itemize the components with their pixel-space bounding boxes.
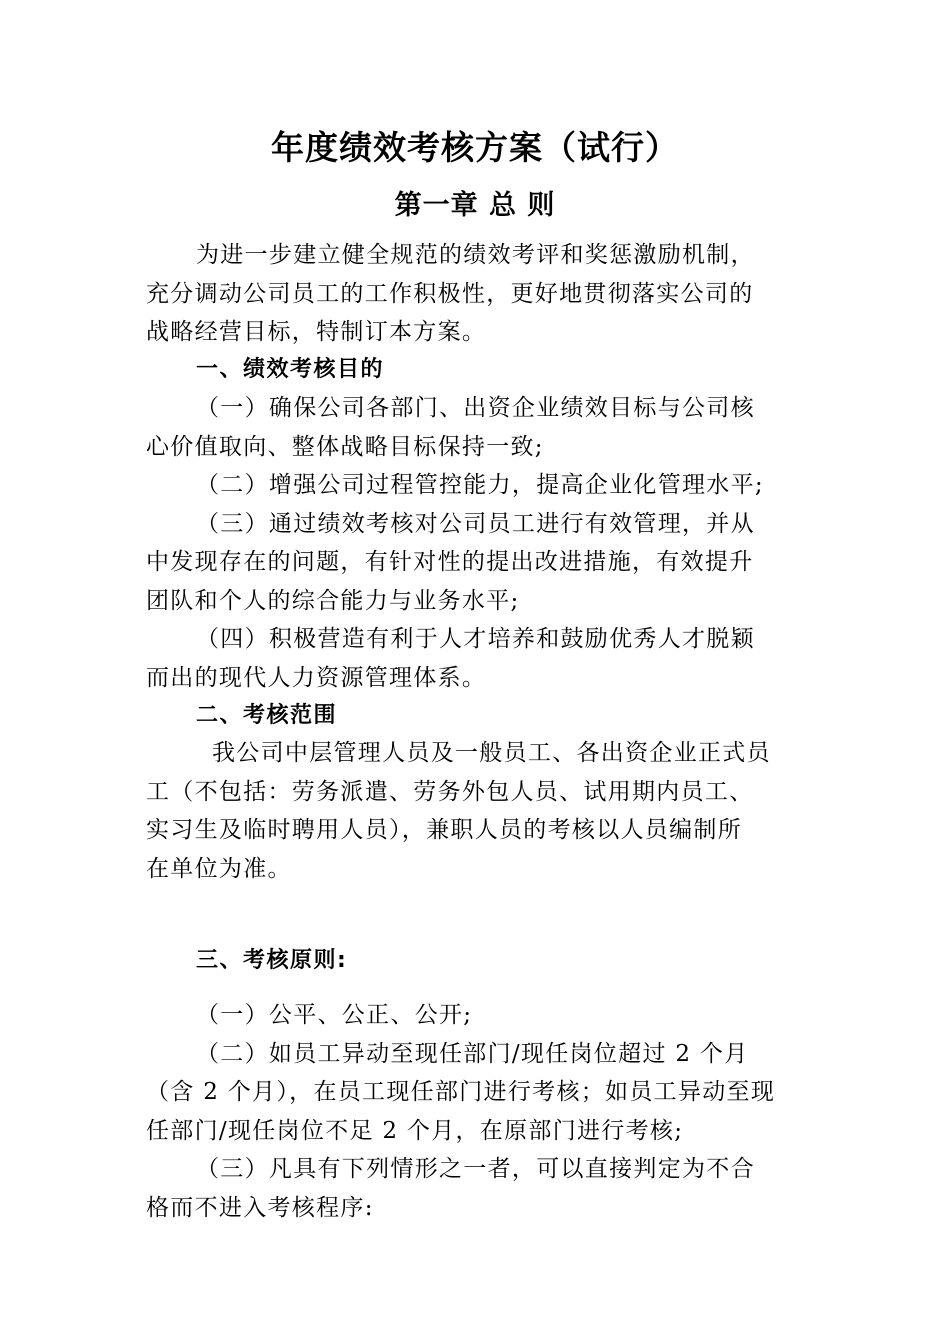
paragraph-line: 中发现存在的问题，有针对性的提出改进措施，有效提升	[146, 549, 754, 575]
paragraph-line: （二）增强公司过程管控能力，提高企业化管理水平;	[196, 472, 764, 498]
paragraph-line: 任部门/现任岗位不足 2 个月，在原部门进行考核;	[146, 1117, 684, 1144]
intro-paragraph	[146, 236, 806, 352]
paragraph-line: 工（不包括：劳务派遣、劳务外包人员、试用期内员工、	[146, 778, 754, 805]
paragraph-line: 充分调动公司员工的工作积极性，更好地贯彻落实公司的	[146, 280, 754, 307]
paragraph-line: （二）如员工异动至现任部门/现任岗位超过 2 个月	[196, 1040, 749, 1067]
paragraph-line: 实习生及临时聘用人员），兼职人员的考核以人员编制所	[146, 817, 742, 843]
chapter-title: 第一章 总 则	[394, 190, 556, 221]
section-heading-principles: 三、考核原则:	[196, 948, 348, 973]
paragraph-line: 团队和个人的综合能力与业务水平;	[146, 587, 520, 614]
paragraph-line: 为进一步建立健全规范的绩效考评和奖惩激励机制，	[196, 242, 755, 268]
section-heading-purpose: 一、绩效考核目的	[196, 357, 385, 382]
paragraph-line: 在单位为准。	[146, 855, 292, 882]
paragraph-line: （三）凡具有下列情形之一者，可以直接判定为不合	[196, 1156, 755, 1182]
document-title: 年度绩效考核方案（试行）	[271, 128, 679, 167]
paragraph-line: （一）公平、公正、公开;	[196, 1002, 473, 1028]
paragraph-line: 战略经营目标，特制订本方案。	[146, 319, 487, 345]
paragraph-line: （三）通过绩效考核对公司员工进行有效管理，并从	[196, 510, 755, 537]
paragraph-line: 格而不进入考核程序:	[146, 1194, 374, 1221]
paragraph-line: （一）确保公司各部门、出资企业绩效目标与公司核	[196, 395, 755, 421]
paragraph-line: （四）积极营造有利于人才培养和鼓励优秀人才脱颖	[196, 626, 755, 652]
paragraph-line: 心价值取向、整体战略目标保持一致;	[146, 433, 544, 460]
section-body-principles	[146, 996, 806, 1227]
paragraph-line: （含 2 个月），在员工现任部门进行考核；如员工异动至现	[146, 1079, 776, 1105]
section-heading-scope: 二、考核范围	[196, 703, 338, 728]
section-body-purpose	[146, 389, 806, 697]
paragraph-line: 我公司中层管理人员及一般员工、各出资企业正式员	[212, 740, 771, 766]
section-body-scope	[146, 734, 806, 888]
paragraph-line: 而出的现代人力资源管理体系。	[146, 664, 487, 691]
